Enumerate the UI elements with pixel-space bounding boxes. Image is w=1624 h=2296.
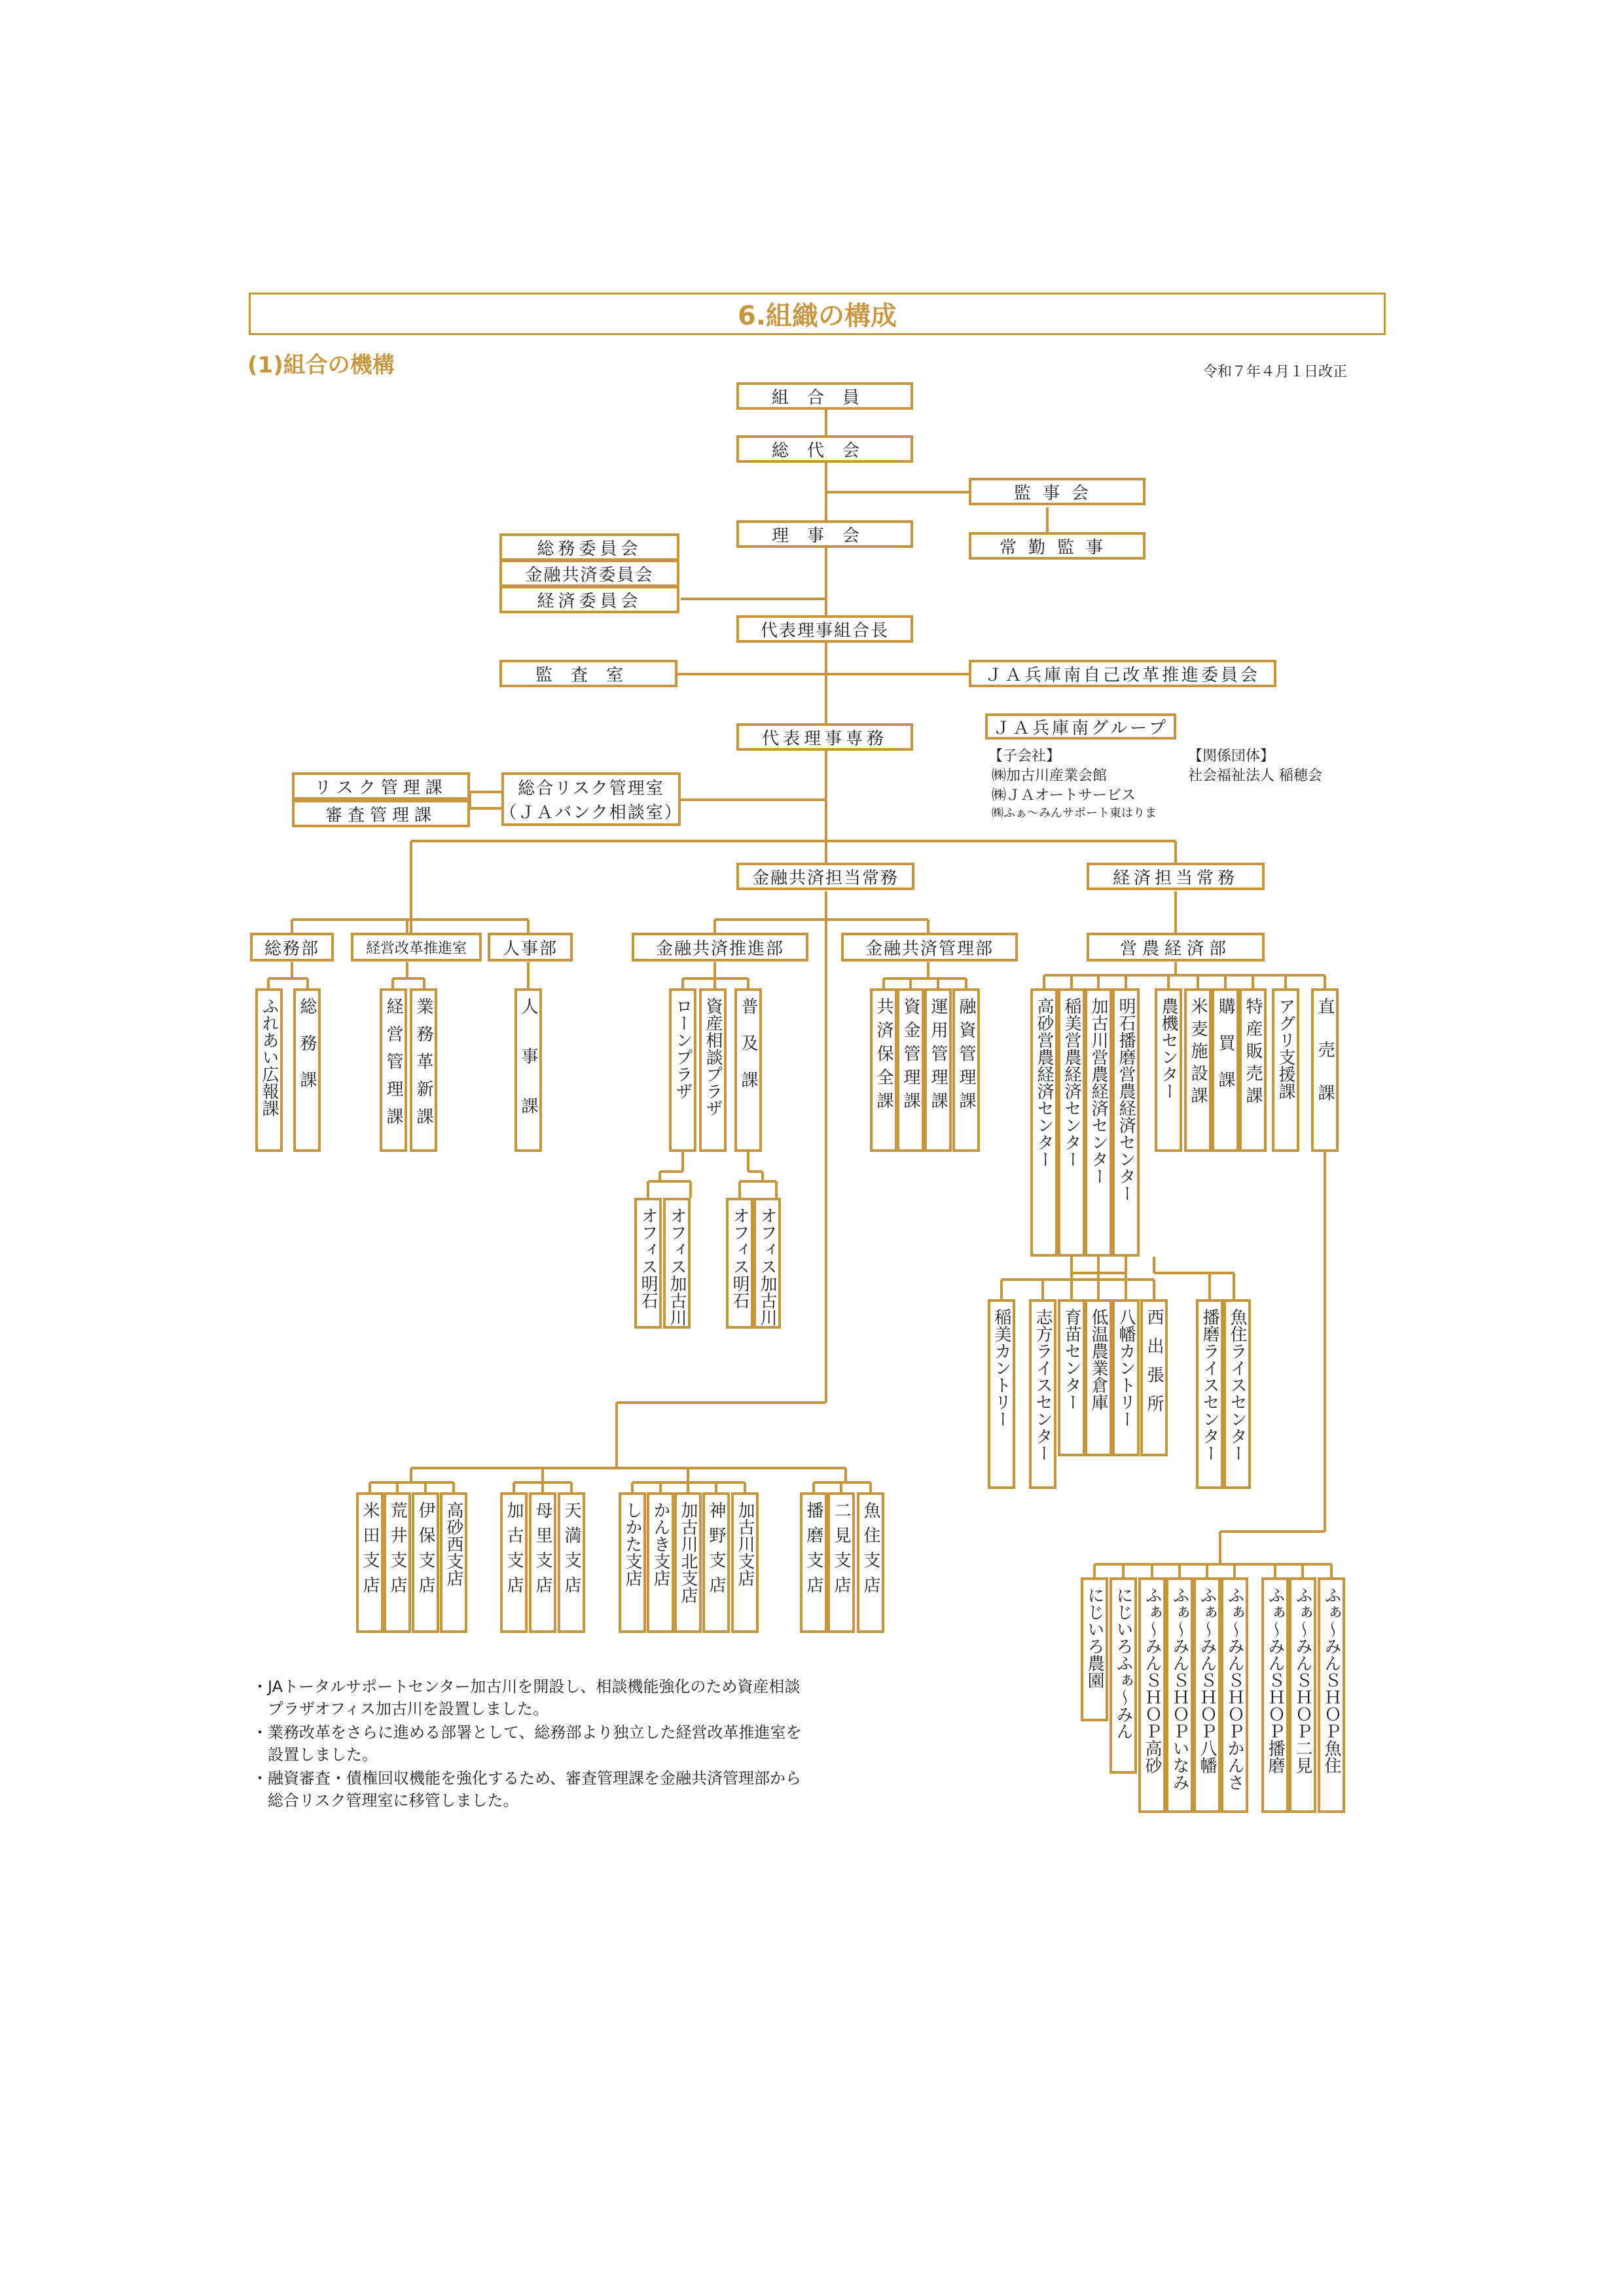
box-label: 播磨支店 xyxy=(804,1501,823,1601)
box-section xyxy=(924,988,952,1152)
box-soumu-iinkai: 総務委員会 xyxy=(499,533,679,561)
box-dept-einou-keizai: 営農経済部 xyxy=(1087,933,1265,961)
box-branch xyxy=(647,1492,674,1633)
box-label: ふぁ〜みんＳＨＯＰ播磨 xyxy=(1265,1587,1285,1774)
box-label: ふぁ〜みんＳＨＯＰ二見 xyxy=(1293,1587,1312,1774)
box-label: 荒井支店 xyxy=(388,1501,407,1601)
box-label: 稲美カントリー xyxy=(992,1308,1011,1427)
note-line: ・融資審査・債権回収機能を強化するため、審査管理課を金融共済管理部から xyxy=(252,1769,802,1787)
subsidiary-item: ㈱ＪＡオートサービス xyxy=(992,787,1136,804)
page-title: 6.組織の構成 xyxy=(737,301,897,331)
box-branch xyxy=(356,1492,384,1633)
box-label: 資産相談プラザ xyxy=(703,997,723,1117)
box-branch xyxy=(857,1492,884,1633)
box-label: ふぁ〜みんＳＨＯＰ魚住 xyxy=(1322,1587,1341,1774)
box-label: 加古川支店 xyxy=(735,1501,755,1587)
box-section xyxy=(1212,988,1239,1152)
box-rijikai: 理事会 xyxy=(736,520,913,548)
box-store xyxy=(1289,1577,1316,1813)
box-section xyxy=(1311,988,1339,1152)
box-label: オフィス加古川 xyxy=(757,1207,777,1326)
note-line: ・業務改革をさらに進める部署として、総務部より独立した経営改革推進室を xyxy=(252,1723,802,1742)
box-label: 天満支店 xyxy=(562,1501,581,1601)
box-kanjikai: 監事会 xyxy=(969,478,1146,505)
box-label: 購買課 xyxy=(1216,997,1235,1107)
box-store xyxy=(1081,1577,1108,1721)
box-keizai-joumu: 経済担当常務 xyxy=(1087,863,1265,890)
box-label: 資金管理課 xyxy=(901,997,920,1115)
box-section xyxy=(1272,988,1299,1152)
box-label: 加古支店 xyxy=(504,1501,524,1601)
box-section xyxy=(897,988,924,1152)
box-label: 加古川営農経済センター xyxy=(1089,997,1108,1185)
box-facility xyxy=(988,1299,1015,1489)
box-label: 二見支店 xyxy=(831,1501,851,1601)
box-section xyxy=(1112,988,1140,1257)
section-heading: (1)組合の機構 xyxy=(247,352,395,378)
box-branch xyxy=(440,1492,467,1633)
box-kaikaku-iinkai: ＪＡ兵庫南自己改革推進委員会 xyxy=(969,660,1276,687)
box-branch xyxy=(529,1492,556,1633)
subsidiary-item: ㈱ふぁ〜みんサポート東はりま xyxy=(992,806,1157,820)
box-section xyxy=(514,988,542,1152)
box-label: オフィス明石 xyxy=(638,1207,658,1309)
box-label: アグリ支援課 xyxy=(1276,997,1295,1100)
risk-shitsu-sub: （ＪＡバンク相談室） xyxy=(499,803,683,823)
box-label: しかた支店 xyxy=(623,1501,642,1587)
box-store xyxy=(1193,1577,1221,1813)
box-label: 加古川北支店 xyxy=(678,1501,698,1604)
box-daihyo-kumiaicho: 代表理事組合長 xyxy=(736,615,913,643)
box-label: 播磨ライスセンター xyxy=(1200,1308,1219,1462)
box-label: 直売課 xyxy=(1315,997,1335,1127)
note-line: プラザオフィス加古川を設置しました。 xyxy=(252,1700,549,1718)
box-label: 明石播磨営農経済センター xyxy=(1116,997,1136,1202)
box-label: 特産販売課 xyxy=(1243,997,1263,1109)
box-kumiaiin: 組合員 xyxy=(736,382,913,410)
box-label: 米麦施設課 xyxy=(1188,997,1208,1109)
box-keizai-iinkai: 経済委員会 xyxy=(499,586,679,613)
box-label: 高砂西支店 xyxy=(444,1501,463,1587)
box-section xyxy=(1085,988,1112,1257)
box-facility xyxy=(1085,1299,1112,1456)
box-label: ふれあい広報課 xyxy=(259,997,279,1117)
box-store xyxy=(1138,1577,1166,1813)
related-label: 【関係団体】 xyxy=(1188,748,1275,764)
box-label: 米田支店 xyxy=(360,1501,380,1601)
box-section xyxy=(380,988,407,1152)
box-store xyxy=(1110,1577,1137,1774)
box-label: 運用管理課 xyxy=(928,997,948,1115)
box-section xyxy=(1030,988,1058,1257)
box-branch xyxy=(800,1492,827,1633)
box-branch xyxy=(827,1492,855,1633)
box-store xyxy=(1318,1577,1345,1813)
box-store xyxy=(1221,1577,1248,1813)
box-label: 西出張所 xyxy=(1144,1308,1164,1424)
box-kinyu-joumu: 金融共済担当常務 xyxy=(736,863,914,890)
box-section xyxy=(255,988,283,1152)
box-section xyxy=(1184,988,1212,1152)
box-office xyxy=(753,1198,781,1329)
box-label: ふぁ〜みんＳＨＯＰかんさ xyxy=(1225,1587,1244,1791)
box-label: 魚住ライスセンター xyxy=(1227,1308,1247,1462)
box-label: 経営管理課 xyxy=(384,997,403,1135)
box-section xyxy=(1155,988,1182,1152)
box-risk-shitsu xyxy=(501,772,681,826)
related-item: 社会福祉法人 稲穂会 xyxy=(1188,768,1322,784)
box-label: 低温農業倉庫 xyxy=(1089,1308,1108,1410)
box-label: オフィス明石 xyxy=(730,1207,749,1309)
box-section xyxy=(952,988,980,1152)
box-branch xyxy=(558,1492,585,1633)
box-daihyo-senmu: 代表理事専務 xyxy=(736,723,913,751)
box-label: 総務課 xyxy=(297,997,317,1107)
box-section xyxy=(1239,988,1267,1152)
box-label: 融資管理課 xyxy=(956,997,976,1115)
box-label: 農機センター xyxy=(1159,997,1178,1100)
box-label: にじいろふぁ〜みん xyxy=(1113,1587,1133,1740)
box-office xyxy=(726,1198,753,1329)
box-branch xyxy=(619,1492,646,1633)
box-label: 稲美営農経済センター xyxy=(1062,997,1081,1168)
box-store xyxy=(1261,1577,1289,1813)
box-label: 母里支店 xyxy=(533,1501,552,1601)
box-office xyxy=(663,1198,691,1329)
box-label: ふぁ〜みんＳＨＯＰ高砂 xyxy=(1142,1587,1162,1774)
box-branch xyxy=(384,1492,411,1633)
box-branch xyxy=(500,1492,528,1633)
box-shinsa-ka: 審査管理課 xyxy=(292,800,470,827)
box-store xyxy=(1166,1577,1193,1813)
box-section xyxy=(669,988,696,1152)
box-label: ふぁ〜みんＳＨＯＰいなみ xyxy=(1170,1587,1189,1791)
box-label: オフィス加古川 xyxy=(667,1207,687,1326)
box-label: 人事課 xyxy=(518,997,538,1147)
page-title-box xyxy=(249,293,1386,335)
box-label: 神野支店 xyxy=(706,1501,726,1601)
box-section xyxy=(870,988,897,1152)
box-label: 共済保全課 xyxy=(874,997,893,1115)
risk-shitsu-name: 総合リスク管理室 xyxy=(518,779,664,798)
revision-date: 令和７年４月１日改正 xyxy=(1203,364,1348,380)
box-label: 高砂営農経済センター xyxy=(1034,997,1054,1168)
box-office xyxy=(634,1198,662,1329)
box-branch xyxy=(674,1492,702,1633)
box-branch xyxy=(412,1492,439,1633)
note-line: 設置しました。 xyxy=(252,1746,378,1764)
box-branch xyxy=(702,1492,730,1633)
box-kinyu-iinkai: 金融共済委員会 xyxy=(499,560,679,587)
box-section xyxy=(699,988,727,1152)
note-line: 総合リスク管理室に移管しました。 xyxy=(252,1791,519,1810)
subsidiaries-label: 【子会社】 xyxy=(988,748,1061,764)
box-label: 普及課 xyxy=(738,997,758,1107)
subsidiary-item: ㈱加古川産業会館 xyxy=(992,768,1108,784)
box-label: 業務革新課 xyxy=(414,997,433,1135)
box-label: にじいろ農園 xyxy=(1085,1587,1104,1689)
box-label: 伊保支店 xyxy=(416,1501,435,1601)
box-label: 育苗センター xyxy=(1062,1308,1081,1410)
box-group-name: ＪＡ兵庫南グループ xyxy=(985,713,1176,740)
box-soudaikai: 総代会 xyxy=(736,435,913,463)
box-section xyxy=(410,988,437,1152)
note-line: ・JAトータルサポートセンター加古川を開設し、相談機能強化のため資産相談 xyxy=(252,1677,801,1696)
box-joukin-kanji: 常勤監事 xyxy=(969,532,1146,560)
box-dept-kinyu-suishin: 金融共済推進部 xyxy=(632,933,808,961)
box-label: 八幡カントリー xyxy=(1116,1308,1136,1427)
box-label: 魚住支店 xyxy=(861,1501,880,1601)
box-facility xyxy=(1196,1299,1223,1489)
box-dept-kinyu-kanri: 金融共済管理部 xyxy=(841,933,1018,961)
box-dept-jinji: 人事部 xyxy=(488,933,573,961)
box-facility xyxy=(1058,1299,1085,1456)
box-branch xyxy=(731,1492,759,1633)
box-section xyxy=(293,988,321,1152)
box-section xyxy=(734,988,762,1152)
box-label: ローンプラザ xyxy=(673,997,693,1100)
box-facility xyxy=(1112,1299,1140,1456)
box-kansashitsu: 監査室 xyxy=(499,660,677,687)
box-facility xyxy=(1029,1299,1056,1489)
box-facility xyxy=(1140,1299,1168,1456)
box-label: 志方ライスセンター xyxy=(1033,1308,1053,1462)
box-section xyxy=(1058,988,1085,1257)
box-risk-ka: リスク管理課 xyxy=(292,772,470,800)
box-label: ふぁ〜みんＳＨＯＰ八幡 xyxy=(1197,1587,1217,1774)
box-facility xyxy=(1223,1299,1251,1489)
box-dept-keiei-kaikaku: 経営改革推進室 xyxy=(351,933,482,961)
box-label: かんき支店 xyxy=(651,1501,670,1587)
box-dept-soumu: 総務部 xyxy=(250,933,334,961)
